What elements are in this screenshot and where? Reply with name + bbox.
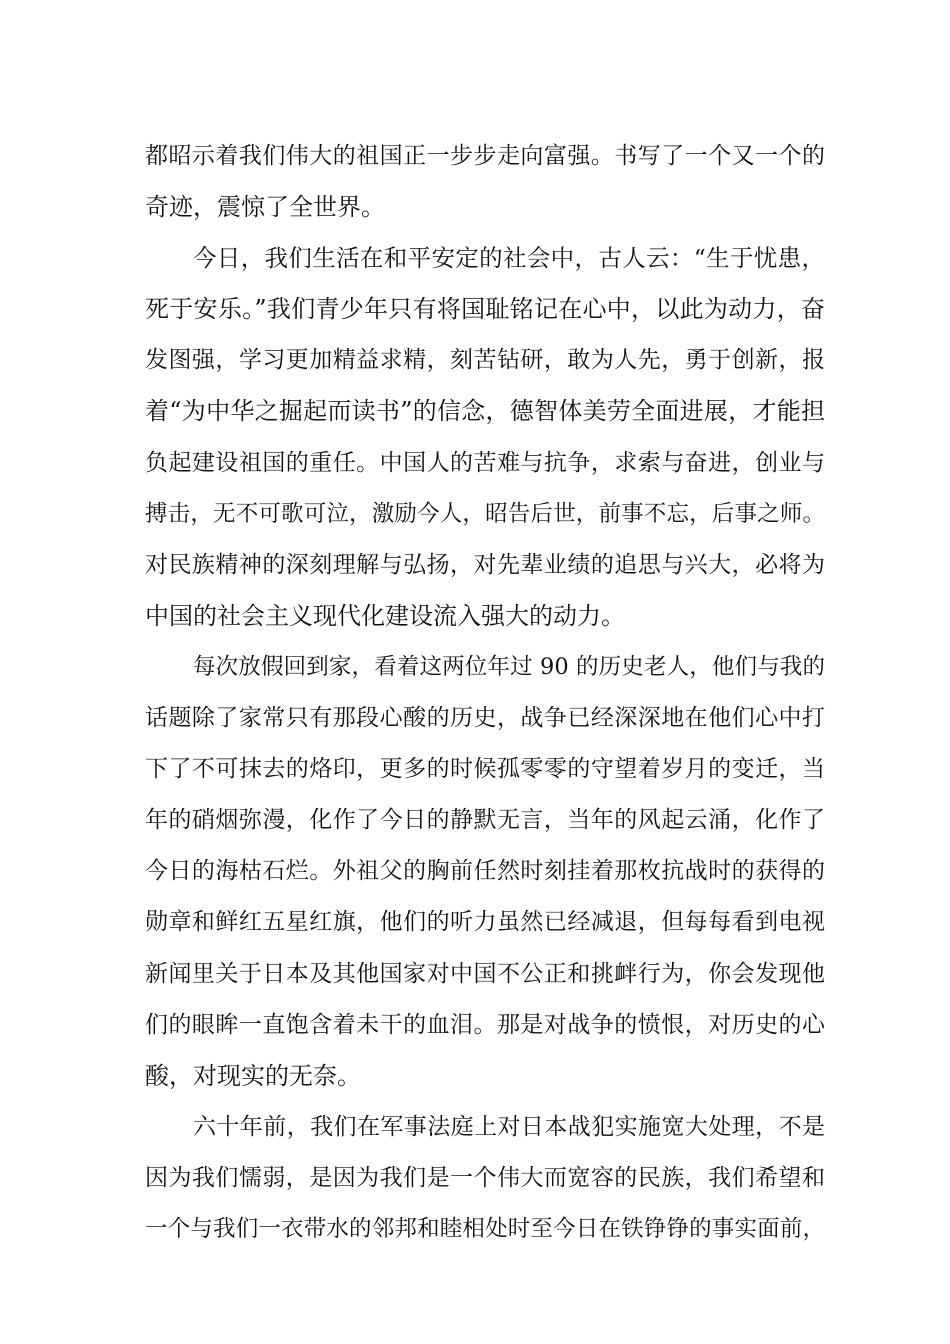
body-text bbox=[145, 131, 825, 1255]
text-line: 一个与我们一衣带水的邻邦和睦相处时至今日在铁铮铮的事实面前， bbox=[145, 1215, 825, 1242]
text-line: 们的眼眸一直饱含着未干的血泪。那是对战争的愤恨，对历史的心 bbox=[145, 1011, 825, 1038]
text-line: 今日的海枯石烂。外祖父的胸前任然时刻挂着那枚抗战时的获得的 bbox=[145, 858, 825, 885]
text-line: 发图强，学习更加精益求精，刻苦钻研，敢为人先，勇于创新，报 bbox=[145, 347, 825, 374]
text-line: 勋章和鲜红五星红旗，他们的听力虽然已经减退，但每每看到电视 bbox=[145, 909, 825, 936]
text-line: 酸，对现实的无奈。 bbox=[145, 1061, 361, 1090]
text-line: 下了不可抹去的烙印，更多的时候孤零零的守望着岁月的变迁，当 bbox=[145, 756, 825, 783]
text-line: 因为我们懦弱，是因为我们是一个伟大而宽容的民族，我们希望和 bbox=[145, 1164, 825, 1191]
text-line: 着“为中华之掘起而读书”的信念，德智体美劳全面进展，才能担 bbox=[145, 397, 825, 426]
text-line: 都昭示着我们伟大的祖国正一步步走向富强。书写了一个又一个的 bbox=[145, 143, 825, 169]
text-line: 每次放假回到家，看着这两位年过 90 的历史老人，他们与我的 bbox=[193, 653, 825, 680]
text-line: 新闻里关于日本及其他国家对中国不公正和挑衅行为，你会发现他 bbox=[145, 960, 825, 987]
text-line: 搏击，无不可歌可泣，激励今人，昭告后世，前事不忘，后事之师。 bbox=[145, 500, 825, 527]
text-line: 今日，我们生活在和平安定的社会中，古人云：“生于忧患， bbox=[193, 244, 825, 273]
text-line: 死于安乐。”我们青少年只有将国耻铭记在心中，以此为动力，奋 bbox=[145, 295, 825, 324]
text-line: 负起建设祖国的重任。中国人的苦难与抗争，求索与奋进，创业与 bbox=[145, 449, 825, 476]
text-line: 中国的社会主义现代化建设流入强大的动力。 bbox=[145, 601, 625, 630]
text-line: 对民族精神的深刻理解与弘扬，对先辈业绩的追思与兴大，必将为 bbox=[145, 551, 825, 578]
text-line: 话题除了家常只有那段心酸的历史，战争已经深深地在他们心中打 bbox=[145, 705, 825, 732]
text-line: 年的硝烟弥漫，化作了今日的静默无言，当年的风起云涌，化作了 bbox=[145, 807, 825, 834]
text-line: 奇迹，震惊了全世界。 bbox=[145, 193, 385, 222]
text-line: 六十年前，我们在军事法庭上对日本战犯实施宽大处理，不是 bbox=[193, 1113, 825, 1140]
